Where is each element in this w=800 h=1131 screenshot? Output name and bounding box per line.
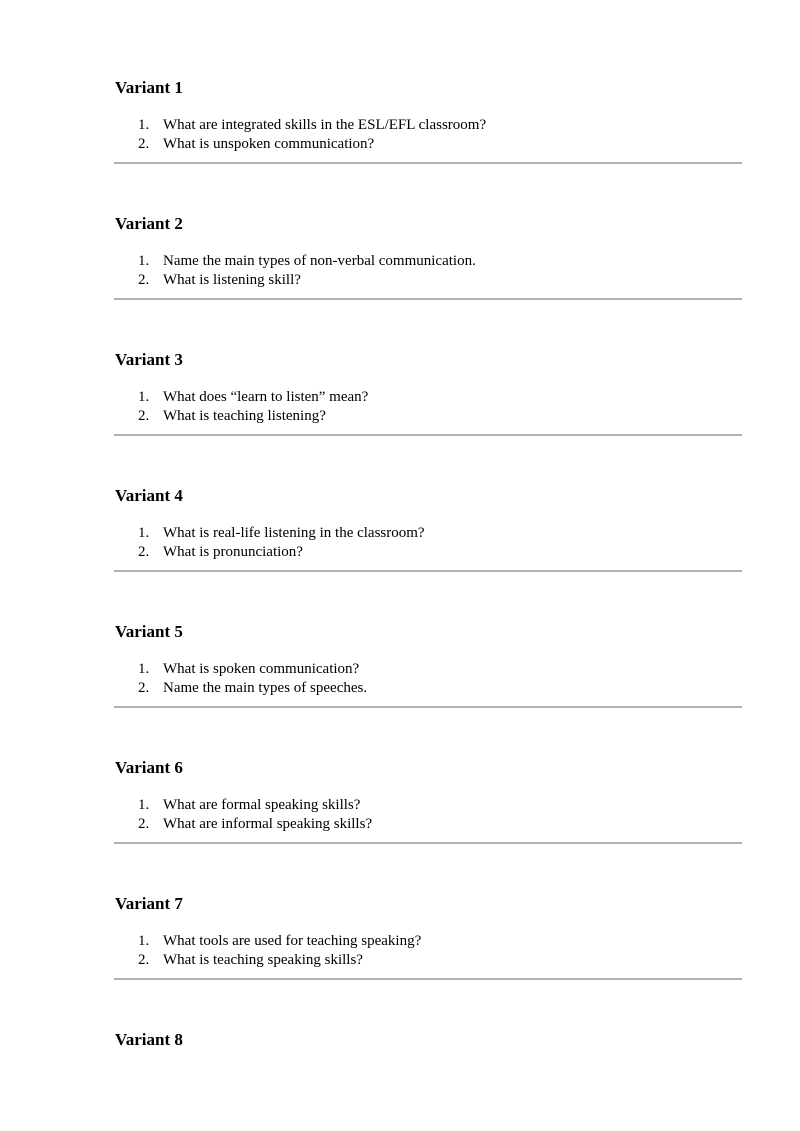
- question-list: [114, 388, 368, 426]
- question-text: What is real-life listening in the classroom?: [163, 525, 425, 541]
- question-list: [114, 796, 372, 834]
- question-number: 2.: [138, 816, 150, 832]
- question-item: [114, 407, 368, 426]
- question-list: [114, 252, 476, 290]
- question-item: [114, 543, 425, 562]
- question-text: What tools are used for teaching speaking?: [163, 933, 422, 949]
- question-list: [114, 660, 367, 698]
- question-number: 1.: [138, 389, 150, 405]
- variant-heading: Variant 2: [115, 214, 183, 233]
- question-text: What is pronunciation?: [163, 544, 303, 560]
- question-number: 2.: [138, 544, 150, 560]
- question-item: [114, 116, 486, 135]
- question-item: [114, 932, 421, 951]
- variant-heading: Variant 5: [115, 622, 183, 641]
- section-divider: [114, 978, 742, 980]
- question-text: What is teaching speaking skills?: [163, 952, 363, 968]
- section-divider: [114, 706, 742, 708]
- question-text: What are integrated skills in the ESL/EFL classroom?: [163, 117, 487, 133]
- question-list: [114, 932, 421, 970]
- question-number: 1.: [138, 525, 150, 541]
- question-item: [114, 951, 421, 970]
- variant-section-7: [114, 894, 742, 1030]
- section-divider: [114, 842, 742, 844]
- variant-heading: Variant 3: [115, 350, 183, 369]
- question-text: What is listening skill?: [163, 272, 301, 288]
- variant-section-4: [114, 486, 742, 622]
- question-item: [114, 679, 367, 698]
- question-item: [114, 252, 476, 271]
- question-item: [114, 796, 372, 815]
- question-list: [114, 524, 425, 562]
- variant-section-8: [114, 1030, 742, 1070]
- question-text: What are informal speaking skills?: [163, 816, 373, 832]
- question-text: What is teaching listening?: [163, 408, 326, 424]
- question-number: 2.: [138, 680, 150, 696]
- question-item: [114, 524, 425, 543]
- question-item: [114, 271, 476, 290]
- question-number: 1.: [138, 933, 150, 949]
- section-divider: [114, 298, 742, 300]
- variant-heading: Variant 6: [115, 758, 183, 777]
- variant-heading: Variant 4: [115, 486, 183, 505]
- question-list: [114, 116, 486, 154]
- question-number: 2.: [138, 136, 150, 152]
- question-text: What is spoken communication?: [163, 661, 360, 677]
- question-number: 2.: [138, 952, 150, 968]
- question-number: 2.: [138, 272, 150, 288]
- variant-section-2: [114, 214, 742, 350]
- variant-section-1: [114, 78, 742, 214]
- question-item: [114, 388, 368, 407]
- question-item: [114, 135, 486, 154]
- question-text: Name the main types of non-verbal communication.: [163, 253, 476, 269]
- question-number: 2.: [138, 408, 150, 424]
- question-text: What are formal speaking skills?: [163, 797, 361, 813]
- question-number: 1.: [138, 797, 150, 813]
- variant-section-6: [114, 758, 742, 894]
- variant-heading: Variant 1: [115, 78, 183, 97]
- question-number: 1.: [138, 661, 150, 677]
- variant-heading: Variant 7: [115, 894, 183, 913]
- variant-section-3: [114, 350, 742, 486]
- section-divider: [114, 434, 742, 436]
- question-text: What is unspoken communication?: [163, 136, 375, 152]
- question-text: What does “learn to listen” mean?: [163, 389, 369, 405]
- variant-heading: Variant 8: [115, 1030, 183, 1049]
- section-divider: [114, 570, 742, 572]
- question-text: Name the main types of speeches.: [163, 680, 368, 696]
- question-item: [114, 815, 372, 834]
- variant-section-5: [114, 622, 742, 758]
- question-item: [114, 660, 367, 679]
- question-number: 1.: [138, 253, 150, 269]
- section-divider: [114, 162, 742, 164]
- question-number: 1.: [138, 117, 150, 133]
